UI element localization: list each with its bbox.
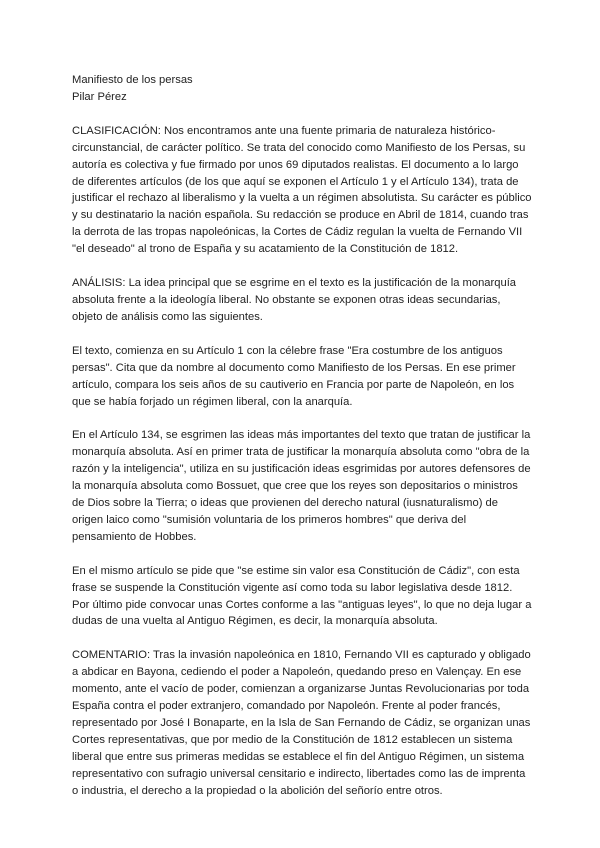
paragraph-clasificacion: CLASIFICACIÓN: Nos encontramos ante una fuente primaria de naturaleza histórico-circunstancial, de carácter político. Se trata del conocido como Manifiesto de los Persas, su autoría es colectiva y fue firmado por unos 69 diputados realistas. El documento a lo largo de diferentes artículos (de los que aquí se exponen el Artículo 1 y el Artículo 134), trata de justificar el rechazo al liberalismo y la vuelta a un régimen absolutista. Su carácter es público y su destinatario la nación española. Su redacción se produce en Abril de 1814, cuando tras la derrota de las tropas napoleónicas, la Cortes de Cádiz regulan la vuelta de Fernando VII "el deseado" al trono de España y su acatamiento de la Constitución de 1812. (72, 124, 532, 256)
document-author: Pilar Pérez (72, 90, 127, 103)
paragraph-articulo-1: El texto, comienza en su Artículo 1 con la célebre frase "Era costumbre de los antiguos persas". Cita que da nombre al documento como Manifiesto de los Persas. En ese primer artículo, compara los seis años de su cautiverio en Francia por parte de Napoleón, en los que se había forjado un régimen liberal, con la anarquía. (72, 344, 516, 408)
paragraph-constitucion: En el mismo artículo se pide que "se estime sin valor esa Constitución de Cádiz", con esta frase se suspende la Constitución vigente así como toda su labor legislativa desde 1812. Por último pide convocar unas Cortes conforme a las "antiguas leyes", lo que no deja lugar a dudas de una vuelta al Antiguo Régimen, es decir, la monarquía absoluta. (72, 564, 532, 628)
document-title: Manifiesto de los persas (72, 74, 193, 86)
paragraph-comentario: COMENTARIO: Tras la invasión napoleónica en 1810, Fernando VII es capturado y obligado a abdicar en Bayona, cediendo el poder a Napoleón, quedando preso en Valençay. En ese momento, ante el vacío de poder, comienzan a organizarse Juntas Revolucionarias por toda España contra el poder extranjero, comandado por Napoleón. Frente al poder francés, representado por José I Bonaparte, en la Isla de San Fernando de Cádiz, se organizan unas Cortes representativas, que por medio de la Constitución de 1812 establecen un sistema liberal que entre sus primeras medidas se establece el fin del Antiguo Régimen, un sistema representativo con sufragio universal censitario e indirecto, libertades como las de imprenta o industria, el derecho a la propiedad o la abolición del señorío entre otros. (72, 649, 531, 797)
document-header (72, 72, 532, 106)
paragraph-analisis: ANÁLISIS: La idea principal que se esgrime en el texto es la justificación de la monarquía absoluta frente a la ideología liberal. No obstante se exponen otras ideas secundarias, objeto de análisis como las siguientes. (72, 277, 517, 323)
paragraph-articulo-134: En el Artículo 134, se esgrimen las ideas más importantes del texto que tratan de justificar la monarquía absoluta. Así en primer trata de justificar la monarquía absoluta como "obra de la razón y la inteligencia", utiliza en su justificación ideas esgrimidas por autores defensores de la monarquía absoluta como Bossuet, que cree que los reyes son depositarios o ministros de Dios sobre la Tierra; o ideas que provienen del derecho natural (iusnaturalismo) de origen laico como "sumisión voluntaria de los primeros hombres" que deriva del pensamiento de Hobbes. (72, 429, 531, 543)
document-body (72, 72, 532, 800)
